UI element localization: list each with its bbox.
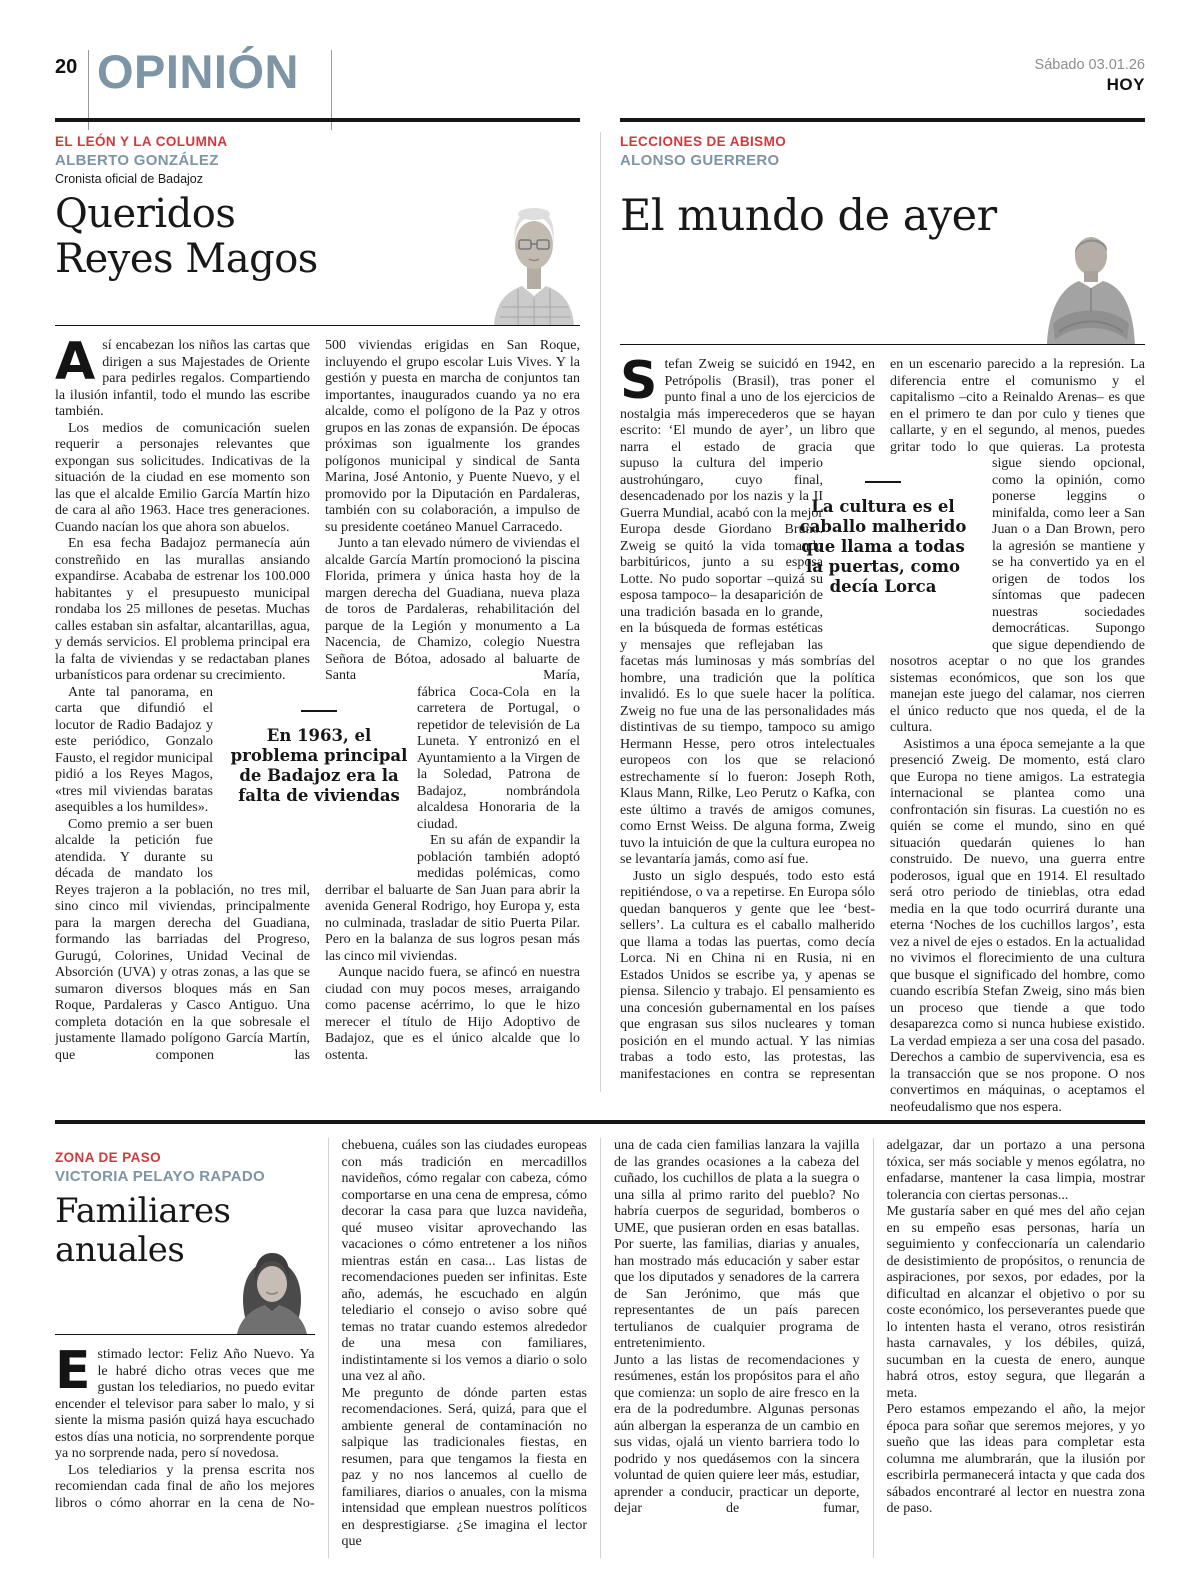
headline-rule — [620, 344, 1145, 345]
article-kicker: ZONA DE PASO — [55, 1150, 162, 1165]
article-title: Queridos Reyes Magos — [55, 191, 318, 282]
paragraph: Me gustaría saber en qué mes del año cejan en su empeño esas personas, haría un seguimiento y confeccionaría un calendario de desistimiento de propósitos, o renuncia de aspiraciones, por sexos, por edades, por la dificultad en alcanzar el objetivo o por su coste económico, los perseverantes puede que lo intenten hasta el verano, otros resistirán hasta carnavales, y los débiles, quizá, sucumban en la cuesta de enero, aunque habrá otros, estoy segura, que llegarán a meta. — [886, 1204, 1145, 1401]
paragraph: Ante tal panorama, en carta que difundió el locutor de Radio Badajoz y este periódico, Gonzalo Fausto, el regidor municipal pidió a los Reyes Magos, «tres mil viviendas baratas asequibles a los humildes». — [55, 684, 213, 815]
pull-quote-text: La cultura es el caballo malherido que llama a todas la puertas, como decía Lorca — [799, 497, 967, 596]
paragraph: Pero estamos empezando el año, la mejor época para soñar que seremos mejores, y yo sueño que las ideas para completar esta columna me alumbrarán, que la ilusión por escribirla permanecerá intacta y que cada dos sábados encontraré al lector en nuestra zona de paso. — [886, 1402, 1145, 1516]
column-divider — [600, 132, 601, 1092]
author-photo-victoria-pelayo — [229, 1240, 315, 1334]
top-articles — [55, 118, 1145, 1115]
paragraph: Junto a las listas de recomendaciones y resúmenes, están los propósitos para el año que comienza: un soplo de aire fresco en la era de la podredumbre. Algunas personas aún albergan la esperanza de un cambio en sus vidas, ojalá un viento barriera todo lo podrido y nos quedásemos con la sincera voluntad de quien quiere leer más, estudiar, aprender a conducir, practicar un deporte, dejar de fumar, — [614, 1352, 860, 1516]
paragraph: En esa fecha Badajoz permanecía aún constreñido en las murallas ansiando expandirse. Acababa de estrenar los 100.000 habitantes y el presupuesto municipal rondaba los 25 millones de pesetas. Muchas calles estaban sin asfaltar, alcantarillas, agua, y demás servicios. El problema principal era la falta de viviendas y se redactaban planes urbanísticos para ordenar su crecimiento. — [55, 536, 310, 683]
article-author: ALONSO GUERRERO — [620, 152, 780, 169]
paragraph: una de cada cien familias lanzara la vajilla de las grandes ocasiones a la cabeza del cuñado, los cuchillos de plata a la suegra o una silla al primo rarito del pueblo? No habría cuerpos de seguridad, bomberos o UME, que pusieran orden en esas batallas. Por suerte, las familias, diarias y anuales, han mostrado más educación y saber estar que los diputados y senadores de la carrera de San Jerónimo, que más que representantes de un país parecen tertulianos de cualquier programa de entretenimiento. — [614, 1138, 860, 1351]
bottom-columns — [55, 1124, 1145, 1558]
paragraph: 500 viviendas erigidas en San Roque, incluyendo el grupo escolar Luis Vives. Y la gestión y puesta en marcha de conjuntos tan importantes, inaugurados cuando ya no era alcalde, como el polígono de la Paz y otros grupos en las zonas de expansión. De épocas próximas son igualmente los grandes polígonos municipal y sindical de Santa Marina, José Antonio, y Puente Nuevo, y el promovido por la Diputación en Pardaleras, también con su colaboración, a impulso de su presidente coetáneo Manuel Carracedo. — [325, 338, 580, 535]
bottom-article-zona-de-paso — [55, 1120, 1145, 1558]
paragraph: en un escenario parecido a la represión. La diferencia entre el comunismo y el capitalismo –cito a Reinaldo Arenas– es que en el primero te dan por culo y tienes que callarte, y en el segundo, al menos, puedes gritar todo lo que quieras. La protesta — [890, 357, 1145, 455]
drop-cap: S — [620, 357, 658, 411]
article-queridos-reyes-magos — [55, 118, 580, 1119]
drop-cap: E — [55, 1341, 91, 1401]
page-number: 20 — [55, 56, 78, 78]
article-body — [55, 1341, 315, 1512]
headline-rule — [55, 325, 580, 326]
article-author: ALBERTO GONZÁLEZ — [55, 152, 219, 169]
paragraph: Asistimos a una época semejante a la que presenció Zweig. De momento, está claro que Europa no tiene amigos. La estrategia internacional se plantea como una confrontación sin fisuras. La cuestión no es quién se come el mundo, sino en qué situación quedarán quienes lo han construido. De nuevo, una guerra entre poderosos, igual que en 1914. El resultado será otro periodo de tinieblas, otra edad media en la que todo ocurrirá durante una eterna ‘Noches de los cuchillos largos’, esta vez a nivel de ejes o estados. En la actualidad no vivimos el florecimiento de una cultura que busque el significado del hombre, como cuando escribía Stefan Zweig, sino más bien un proceso que tiende a que todo desaparezca como si nunca hubiese existido. La verdad empieza a ser una cosa del pasado. Derechos a cambio de supervivencia, esa es la transacción que se nos propone. O nos convertimos en máquinas, o aceptamos el neofeudalismo que nos espera. — [890, 736, 1145, 1115]
paragraph: Como premio a ser buen alcalde la petición fue atendida. Y durante su década de mandato los Reyes trajeron a la población, no tres mil, sino cinco mil viviendas, principalmente para la margen derecha del Guadiana, formando las barriadas del Progreso, Gurugú, Colorines, Unidad Vecinal de Absorción (UVA) y otras zonas, a las que se sumaron diversos bloques más en San Roque, Pardaleras y Casco Antiguo. Una completa dotación en la que sobresale el justamente llamado polígono García Martín, que componen las — [55, 816, 310, 1063]
article-kicker: LECCIONES DE ABISMO — [620, 134, 787, 149]
paragraph: Los medios de comunicación suelen requerir a personajes relevantes que expongan sus solicitudes. Indicativas de la situación de la ciudad en ese momento son las que el alcalde Emilio García Martín hizo de cara al año 1963. Hace tres generaciones. Cuando nacían los que ahora son abuelos. — [55, 420, 310, 535]
masthead-right — [1035, 56, 1145, 96]
article-title: El mundo de ayer — [620, 191, 997, 241]
headline-rule — [55, 1334, 315, 1335]
author-photo-alonso-guerrero — [1029, 228, 1145, 344]
issue-date: Sábado 03.01.26 — [1034, 57, 1145, 73]
paragraph: supuso la cultura del imperio austrohúngaro, cuyo final, desencadenado por los nazis y la II Guerra Mundial, acabó con la mejor Europa desde Giordano Bruno. Zweig se quitó la vida tomando barbitúricos, junto a su esposa Lotte. No pudo soportar –quizá su esposa tampoco– la desaparición de una tradición basada en lo grande, en la búsqueda de formas estéticas y mensajes que reflejaban las facetas más luminosas y más sombrías del hombre, una tradición que la política invalidó. Es lo que suele hacer la política. Zweig no fue una de las personalidades más distintivas de su tiempo, tampoco su amigo Hermann Hesse, pero otros intelectuales europeos con los que se relacionó estrechamente sí lo fueron: Joseph Roth, Klaus Mann, Rilke, Leo Perutz o Kafka, con este último a través de amigos comunes, como Ernst Weiss. De alguna forma, Zweig tuvo la intuición de que la cultura europea no se levantaría jamás, como así fue. — [620, 456, 875, 867]
pull-quote-text: En 1963, el problema principal de Badajoz era la falta de viviendas — [230, 726, 408, 805]
pull-quote-rule — [301, 710, 337, 712]
headline-row — [55, 1192, 315, 1334]
paragraph: chebuena, cuáles son las ciudades europeas con más tradición en mercadillos navideños, cómo regalar con cabeza, cómo comportarse en una cena de empresa, cómo decorar la casa para que luzca navideña, qué museo visitar aprovechando las vacaciones o cómo entretener a los niños mientras están en casa... Las listas de recomendaciones pueden ser infinitas. Este año, además, he escuchado en algún telediario el consejo o aviso sobre qué temas no tratar cuando estemos alrededor de una mesa con familiares, indistintamente si los vemos a diario o solo una vez al año. — [341, 1138, 587, 1384]
brand-logo: HOY — [1106, 75, 1145, 95]
pull-quote — [230, 710, 408, 806]
author-role: Cronista oficial de Badajoz — [55, 172, 203, 186]
text-column-4 — [873, 1138, 1146, 1558]
paragraph: stimado lector: Feliz Año Nuevo. Ya le habré dicho otras veces que me gustan los telediarios, no puedo evitar encender el televisor para saber lo malo, y si siente la misma pasión quizá haya escuchado estos días una noticia, no sorprendente porque ya no sorprende nada, pero sí novedosa. — [55, 1347, 315, 1461]
article-body — [620, 357, 1145, 1119]
headline-row — [55, 192, 580, 325]
article-author: VICTORIA PELAYO RAPADO — [55, 1168, 265, 1185]
article-el-mundo-de-ayer — [620, 118, 1145, 1119]
paragraph: Justo un siglo después, todo esto está repitiéndose, o va a repetirse. En Europa sólo quedan banqueros y gente que lee ‘best-sellers’. La cultura es el caballo malherido que llama a todas las puertas, como decía Lorca. Ni en China ni en Rusia, ni en Estados Unidos se escribe ya, y apenas se piensa. Silencio y trabajo. El pensamiento es una concesión gubernamental en los países que engrasan sus silos nucleares y toman posición en el mundo actual. Y las nimias trabas a todo esto, las protestas, las manifestaciones en contra se representan — [620, 868, 875, 1082]
paragraph: fábrica Coca-Cola en la carretera de Portugal, o repetidor de televisión de La Luneta. Y entronizó en el Ayuntamiento a la Virgen de la Soledad, Patrona de Badajoz, nombrándola alcaldesa Honoraria de la ciudad. — [417, 684, 580, 832]
paragraph: tefan Zweig se suicidó en 1942, en Petrópolis (Brasil), tras poner el punto final a uno de los ejercicios de nostalgia más imperecederos que se hayan escrito: ‘El mundo de ayer’, un libro que narra el estado de gracia que — [620, 357, 875, 455]
author-photo-alberto-gonzalez — [488, 203, 580, 325]
pull-quote — [790, 481, 976, 597]
headline-row — [620, 191, 1145, 344]
paragraph: Los telediarios y la prensa escrita nos recomiendan cada final de año los mejores libros o cómo ahorrar en la cena de No- — [55, 1462, 315, 1511]
paragraph: sigue siendo opcional, como la opinión, como ponerse leggins o minifalda, como leer a San Juan o a Dan Brown, pero la agresión se mantiene y se ha convertido ya en el origen de todos los síntomas que padecen nuestras sociedades democráticas. Supongo que sigue dependiendo de nosotros aceptar o no que los grandes sistemas económicos, que son los que manejan este juego del calamar, nos cierren el único reducto que nos queda, el de la cultura. — [890, 456, 1145, 735]
paragraph: sí encabezan los niños las cartas que dirigen a sus Majestades de Oriente para pedirles regalos. Compartiendo la ilusión infantil, todo el mundo las escribe también. — [55, 338, 310, 419]
masthead — [55, 0, 1145, 118]
section-title: OPINIÓN — [97, 45, 299, 98]
section-rule — [620, 118, 1145, 122]
text-column-2 — [890, 357, 1145, 1119]
paragraph: adelgazar, dar un portazo a una persona tóxica, ser más sociable y menos ególatra, no enfadarse, mantener la casa limpia, mostrar tolerancia con ciertas personas... — [886, 1138, 1145, 1203]
text-column-1 — [620, 357, 875, 1119]
pull-quote-rule — [865, 481, 901, 483]
drop-cap: A — [55, 338, 96, 392]
text-column-1 — [55, 1138, 328, 1558]
section-rule — [55, 118, 580, 122]
paragraph: En su afán de expandir la población también adoptó medidas polémicas, como derribar el baluarte de San Juan para abrir la avenida General Rodrigo, hoy Europa y, esta no culminada, trasladar de sitio Puerta Pilar. Pero en la balanza de sus logros pesan más las cinco mil viviendas. — [325, 833, 580, 964]
article-title: Familiares anuales — [55, 1191, 231, 1270]
text-column-2 — [328, 1138, 601, 1558]
paragraph: Aunque nacido fuera, se afincó en nuestra ciudad con muy pocos meses, arraigando como pacense acérrimo, lo que le hizo merecer el título de Hijo Adoptivo de Badajoz, que es el único alcalde que lo ostenta. — [325, 965, 580, 1063]
article-body — [55, 338, 580, 1100]
article-kicker: EL LEÓN Y LA COLUMNA — [55, 134, 228, 149]
paragraph: Junto a tan elevado número de viviendas el alcalde García Martín promocionó la piscina Florida, primera y única hasta hoy de la margen derecha del Guadiana, nueva plaza de toros de Pardaleras, rehabilitación del parque de la Legión y monumento a La Nacencia, de Chamizo, colegio Nuestra Señora de Bótoa, adosado al baluarte de Santa María, — [325, 536, 580, 683]
text-column-3 — [600, 1138, 873, 1558]
paragraph: Me pregunto de dónde parten estas recomendaciones. Será, quizá, para que el ambiente general de contaminación no salpique las tradicionales fiestas, en resumen, para que tengamos la fiesta en paz y no nos lancemos al cuello de familiares, diarios o anuales, con la misma intensidad que emplean nuestros políticos en desprestigiarse. ¿Se imagina el lector que — [341, 1385, 587, 1549]
